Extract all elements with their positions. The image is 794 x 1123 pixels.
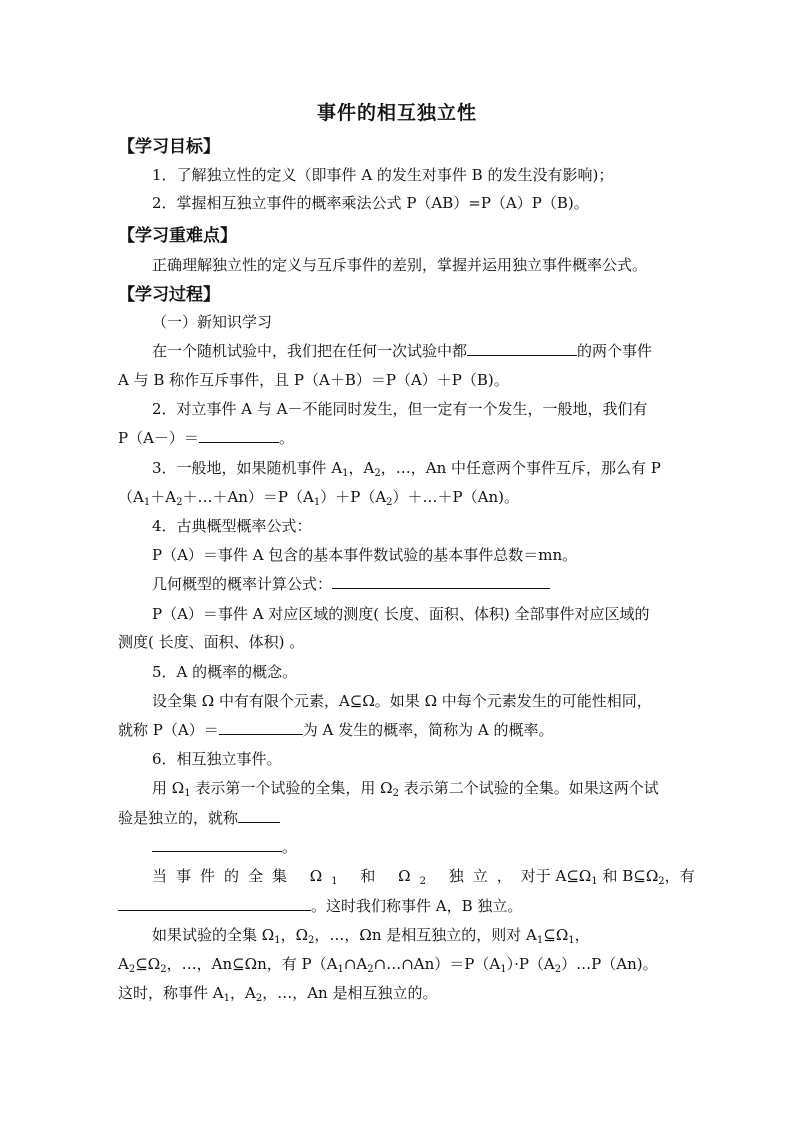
subscript: 2 — [392, 788, 399, 799]
p6-text-g4: ⊆Ω — [543, 926, 569, 944]
section-heading-process: 【学习过程】 — [118, 285, 220, 305]
p6-text-i1: 这时，称事件 A — [118, 984, 224, 1002]
subscript: 2 — [308, 935, 315, 946]
p6-text-e1: 当事件的全集 Ω — [152, 867, 332, 885]
p6-text-h5: ∩…∩An）＝P（A — [373, 955, 501, 973]
p6-text-g5: ， — [574, 926, 590, 944]
paragraph-4-line-5: 测度( 长度、面积、体积) 。 — [118, 633, 305, 651]
fill-blank-6[interactable] — [118, 896, 311, 911]
p6-text-e6: ， — [664, 867, 680, 885]
key-points-text: 正确理解独立性的定义与互斥事件的差别，掌握并运用独立事件概率公式。 — [152, 256, 648, 274]
p6-text-h4: ∩A — [343, 955, 368, 973]
paragraph-6-line-3 — [118, 808, 280, 828]
paragraph-4-line-2: P（A）＝事件 A 包含的基本事件数试验的基本事件总数＝mn。 — [152, 546, 578, 564]
subscript: 1 — [143, 497, 151, 508]
p2-text-b: P（A－）＝ — [118, 429, 199, 447]
p6-text-h6: ）·P（A — [506, 955, 555, 973]
p6-text-d: 。 — [282, 838, 298, 856]
p6-text-e-group — [152, 866, 521, 886]
fill-blank-5a[interactable] — [238, 808, 280, 823]
p1-text-a: 在一个随机试验中，我们把在任何一次试验中都 — [152, 342, 468, 360]
paragraph-4-line-3 — [152, 574, 550, 594]
subscript: 1 — [274, 935, 281, 946]
subscript: 2 — [554, 964, 562, 975]
goal-1: 1．了解独立性的定义（即事件 A 的发生对事件 B 的发生没有影响)； — [152, 166, 614, 184]
p6-text-f: 。这时我们称事件 A，B 独立。 — [311, 897, 523, 915]
paragraph-4-line-4: P（A）＝事件 A 对应区域的测度( 长度、面积、体积) 全部事件对应区域的 — [152, 605, 650, 623]
paragraph-6-line-2 — [152, 778, 659, 798]
p6-text-h3: ，…，An⊆Ωn，有 P（A — [166, 955, 338, 973]
paragraph-6-line-1: 6．相互独立事件。 — [152, 750, 282, 768]
paragraph-4-line-1: 4．古典概型概率公式： — [152, 517, 312, 535]
subscript: 2 — [128, 964, 136, 975]
paragraph-5-line-3 — [118, 720, 553, 740]
p3-text-b3: ＋…＋An）＝P（A — [182, 488, 314, 506]
p6-text-h2: ⊆Ω — [135, 955, 161, 973]
page-title: 事件的相互独立性 — [316, 102, 477, 124]
part-1-label: （一）新知识学习 — [152, 313, 273, 331]
p2-text-c: 。 — [278, 429, 294, 447]
paragraph-5-line-2: 设全集 Ω 中有有限个元素，A⊆Ω。如果 Ω 中每个元素发生的可能性相同， — [152, 692, 652, 710]
fill-blank-1[interactable] — [467, 341, 577, 356]
p6-text-e5: 和 B⊆Ω — [597, 867, 659, 885]
p6-text-e4: 对于 A⊆Ω — [520, 867, 592, 885]
p3-text-b4: ）＋P（A — [320, 488, 387, 506]
p6-text-h7: ）…P（An)。 — [561, 955, 658, 973]
p5-text-c1: 就称 P（A）＝ — [118, 721, 219, 739]
p6-text-e7: 有 — [679, 867, 695, 885]
paragraph-6-line-5 — [152, 866, 695, 887]
paragraph-2-line-2 — [118, 428, 294, 448]
p6-text-b3: 表示第二个试验的全集。如果这两个试 — [398, 779, 659, 797]
fill-blank-3[interactable] — [332, 574, 550, 589]
p6-text-b2: 表示第一个试验的全集，用 Ω — [190, 779, 393, 797]
p6-text-c: 验是独立的，就称 — [118, 809, 239, 827]
section-heading-goals: 【学习目标】 — [118, 137, 220, 157]
p3-text-a: 3．一般地，如果随机事件 A — [152, 459, 343, 477]
subscript: 2 — [374, 468, 381, 479]
subscript: 2 — [367, 964, 374, 975]
p6-text-e-group-2 — [521, 866, 680, 886]
subscript: 2 — [255, 993, 263, 1004]
p6-text-i3: ，…，An 是相互独立的。 — [262, 984, 438, 1002]
p6-text-i2: ，A — [229, 984, 256, 1002]
subscript: 1 — [337, 964, 344, 975]
subscript: 1 — [331, 876, 347, 887]
p6-text-g1: 如果试验的全集 Ω — [152, 926, 275, 944]
p6-text-b1: 用 Ω — [152, 779, 185, 797]
paragraph-6-line-4 — [152, 837, 297, 857]
subscript: 1 — [568, 935, 575, 946]
subscript: 1 — [591, 876, 598, 887]
subscript: 2 — [386, 497, 393, 508]
subscript: 1 — [500, 964, 507, 975]
p6-text-g2: ，Ω — [280, 926, 309, 944]
paragraph-3-line-2 — [118, 487, 519, 507]
paragraph-3-line-1 — [152, 458, 661, 478]
p3-text-a3: ，…，An 中任意两个事件互斥，那么有 P — [380, 459, 661, 477]
p3-text-b1: （A — [118, 488, 144, 506]
subscript: 2 — [176, 497, 183, 508]
subscript: 1 — [342, 468, 349, 479]
p5-text-c2: 为 A 发生的概率，简称为 A 的概率。 — [302, 721, 554, 739]
fill-blank-5b[interactable] — [152, 837, 282, 852]
p6-text-h1: A — [118, 955, 129, 973]
p4-text-c: 几何概型的概率计算公式： — [152, 575, 333, 593]
paragraph-2-line-1: 2．对立事件 A 与 A－不能同时发生，但一定有一个发生，一般地，我们有 — [152, 400, 648, 418]
paragraph-5-line-1: 5．A 的概率的概念。 — [152, 663, 298, 681]
subscript: 1 — [184, 788, 191, 799]
p1-text-b: 的两个事件 — [577, 342, 653, 360]
fill-blank-2[interactable] — [199, 428, 279, 443]
section-heading-key-points: 【学习重难点】 — [118, 226, 237, 246]
p6-text-e3: 独立， — [434, 867, 521, 885]
p6-text-e2: 和 Ω — [346, 867, 420, 885]
subscript: 2 — [658, 876, 665, 887]
paragraph-1-line-2: A 与 B 称作互斥事件，且 P（A＋B）＝P（A）＋P（B)。 — [118, 371, 509, 389]
p6-text-g3: ，…，Ωn 是相互独立的，则对 A — [314, 926, 537, 944]
p3-text-b2: ＋A — [150, 488, 177, 506]
subscript: 1 — [223, 993, 230, 1004]
p3-text-b5: ）＋…＋P（An)。 — [392, 488, 519, 506]
paragraph-1-line-1 — [152, 341, 652, 361]
fill-blank-4[interactable] — [219, 720, 303, 735]
paragraph-6-line-7 — [152, 925, 590, 945]
paragraph-6-line-8 — [118, 954, 658, 974]
subscript: 1 — [313, 497, 321, 508]
goal-2: 2．掌握相互独立事件的概率乘法公式 P（AB）=P（A）P（B)。 — [152, 194, 589, 212]
subscript: 1 — [536, 935, 544, 946]
subscript: 2 — [419, 876, 435, 887]
paragraph-6-line-9 — [118, 983, 437, 1003]
p3-text-a2: ，A — [348, 459, 375, 477]
subscript: 2 — [160, 964, 167, 975]
paragraph-6-line-6 — [118, 896, 522, 916]
